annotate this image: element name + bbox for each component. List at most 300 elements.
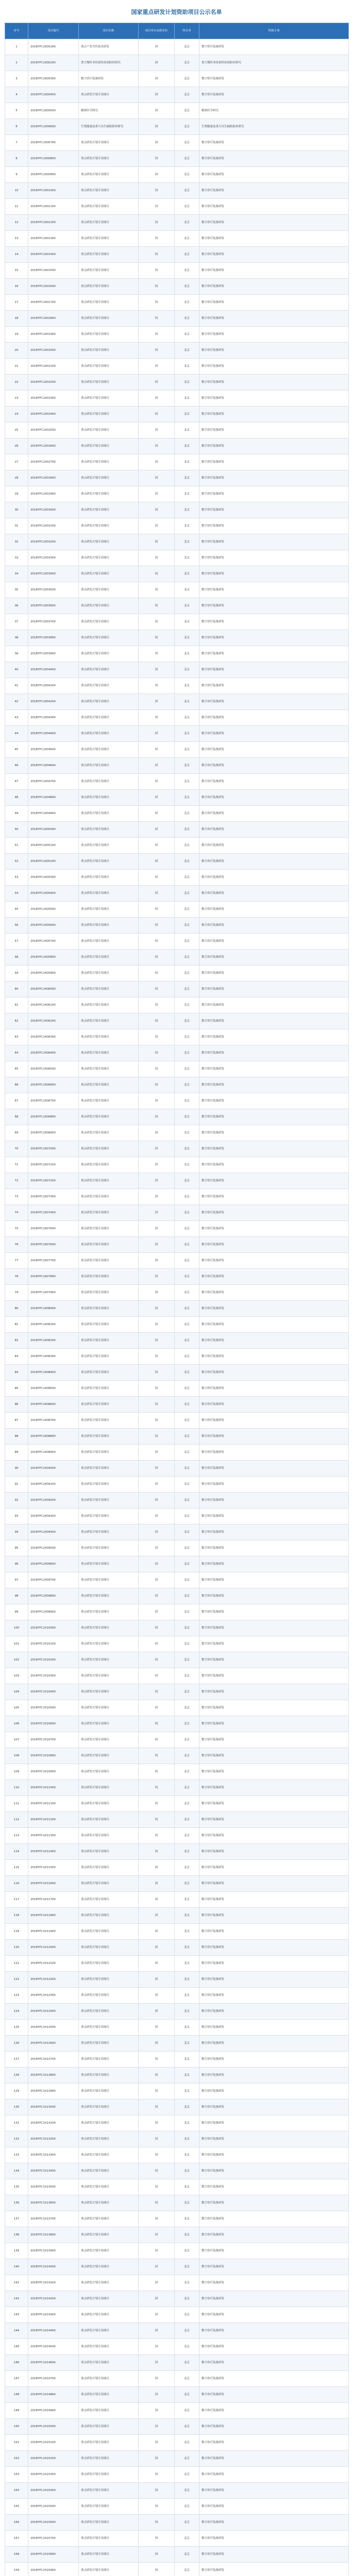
cell-no: 77 — [5, 1253, 28, 1269]
cell-unit: 国 — [139, 502, 175, 518]
cell-spec: 数字诊疗装备研发 — [199, 822, 349, 838]
cell-spec: 数字诊疗装备研发 — [199, 997, 349, 1013]
table-row — [5, 295, 349, 311]
cell-code: 2018YFC1006100 — [28, 997, 79, 1013]
table-row — [5, 2227, 349, 2243]
table-row — [5, 2020, 349, 2036]
cell-name: 重点研发计划专项项目 — [79, 2291, 139, 2307]
cell-code: 2018YFC1005300 — [28, 870, 79, 886]
cell-unit: 国 — [139, 39, 175, 55]
cell-unit: 国 — [139, 1077, 175, 1093]
cell-spec: 数字诊疗装备研发 — [199, 1189, 349, 1205]
table-row — [5, 470, 349, 486]
table-row — [5, 1684, 349, 1700]
cell-code: 2018YFC1011600 — [28, 1876, 79, 1892]
cell-unit: 国 — [139, 1253, 175, 1269]
cell-no: 116 — [5, 1876, 28, 1892]
cell-name: 重点研发计划专项项目 — [79, 630, 139, 646]
table-row — [5, 1844, 349, 1860]
cell-spec: 数字诊疗装备研发 — [199, 1796, 349, 1812]
cell-unit: 国 — [139, 2563, 175, 2576]
cell-no: 74 — [5, 1205, 28, 1221]
cell-name: 重点研发计划专项项目 — [79, 1461, 139, 1477]
cell-name: 重点研发计划专项项目 — [79, 2243, 139, 2259]
cell-no: 16 — [5, 279, 28, 295]
table-row — [5, 2563, 349, 2576]
cell-name: 重点研发计划专项项目 — [79, 2099, 139, 2115]
table-row — [5, 1061, 349, 1077]
cell-spec: 数字诊疗装备研发 — [199, 502, 349, 518]
cell-unit: 国 — [139, 2403, 175, 2419]
cell-name: 重点研发计划专项项目 — [79, 311, 139, 327]
cell-spec: 数字诊疗装备研发 — [199, 1876, 349, 1892]
cell-name: 重点研发计划专项项目 — [79, 1205, 139, 1221]
cell-code: 2018YFC1010500 — [28, 1700, 79, 1716]
table-row — [5, 1636, 349, 1652]
cell-unit: 国 — [139, 1732, 175, 1748]
cell-name: 重点研发计划专项项目 — [79, 1572, 139, 1588]
cell-prov: 北京 — [175, 2211, 199, 2227]
cell-no: 144 — [5, 2323, 28, 2339]
cell-name: 生殖健康及重大出生缺陷防控研究 — [79, 119, 139, 135]
cell-code: 2018YFC1012300 — [28, 1988, 79, 2004]
cell-no: 64 — [5, 1045, 28, 1061]
cell-name: 重点研发计划专项项目 — [79, 1924, 139, 1940]
cell-prov: 北京 — [175, 87, 199, 103]
table-row — [5, 2115, 349, 2131]
cell-spec: 数字诊疗装备研发 — [199, 950, 349, 965]
cell-prov: 北京 — [175, 215, 199, 231]
cell-spec: 数字诊疗装备研发 — [199, 1381, 349, 1397]
cell-unit: 国 — [139, 2036, 175, 2052]
cell-prov: 北京 — [175, 2403, 199, 2419]
cell-unit: 国 — [139, 1588, 175, 1604]
cell-unit: 国 — [139, 87, 175, 103]
cell-code: 2018YFC1003800 — [28, 630, 79, 646]
cell-no: 63 — [5, 1029, 28, 1045]
cell-prov: 北京 — [175, 1764, 199, 1780]
cell-unit: 国 — [139, 886, 175, 902]
table-row — [5, 614, 349, 630]
cell-name: 重点研发计划专项项目 — [79, 327, 139, 343]
cell-no: 90 — [5, 1461, 28, 1477]
cell-name: 重点研发计划专项项目 — [79, 886, 139, 902]
cell-prov: 北京 — [175, 2371, 199, 2387]
table-row — [5, 1796, 349, 1812]
cell-unit: 国 — [139, 422, 175, 438]
cell-no: 56 — [5, 918, 28, 934]
cell-no: 9 — [5, 167, 28, 183]
cell-prov: 北京 — [175, 1477, 199, 1493]
cell-prov: 北京 — [175, 1716, 199, 1732]
cell-prov: 北京 — [175, 2195, 199, 2211]
cell-code: 2018YFC1014200 — [28, 2291, 79, 2307]
cell-code: 2018YFC1015800 — [28, 2547, 79, 2563]
cell-no: 130 — [5, 2099, 28, 2115]
cell-prov: 北京 — [175, 2339, 199, 2355]
cell-code: 2018YFC1010600 — [28, 1716, 79, 1732]
cell-unit: 国 — [139, 119, 175, 135]
cell-unit: 国 — [139, 1013, 175, 1029]
cell-name: 重点研发计划专项项目 — [79, 231, 139, 247]
table-row — [5, 902, 349, 918]
cell-no: 40 — [5, 662, 28, 678]
cell-code: 2018YFC1013400 — [28, 2163, 79, 2179]
cell-prov: 北京 — [175, 997, 199, 1013]
cell-unit: 国 — [139, 1652, 175, 1668]
cell-code: 2018YFC1004400 — [28, 726, 79, 742]
cell-name: 重点研发计划专项项目 — [79, 710, 139, 726]
cell-unit: 国 — [139, 1924, 175, 1940]
cell-no: 19 — [5, 327, 28, 343]
cell-prov: 北京 — [175, 1972, 199, 1988]
cell-spec: 数字诊疗装备研发 — [199, 454, 349, 470]
cell-prov: 北京 — [175, 534, 199, 550]
cell-code: 2018YFC1002600 — [28, 438, 79, 454]
cell-no: 72 — [5, 1173, 28, 1189]
table-row — [5, 2323, 349, 2339]
cell-spec: 数字诊疗装备研发 — [199, 870, 349, 886]
cell-name: 重点研发计划专项项目 — [79, 646, 139, 662]
table-row — [5, 2403, 349, 2419]
cell-unit: 国 — [139, 1493, 175, 1509]
cell-no: 32 — [5, 534, 28, 550]
cell-unit: 国 — [139, 2307, 175, 2323]
cell-no: 97 — [5, 1572, 28, 1588]
table-row — [5, 327, 349, 343]
cell-no: 34 — [5, 566, 28, 582]
cell-code: 2018YFC1002900 — [28, 486, 79, 502]
cell-code: 2018YFC1008800 — [28, 1429, 79, 1445]
cell-unit: 国 — [139, 2227, 175, 2243]
table-row — [5, 1732, 349, 1748]
table-row — [5, 1349, 349, 1365]
cell-no: 112 — [5, 1812, 28, 1828]
table-row — [5, 1189, 349, 1205]
cell-code: 2018YFC1001300 — [28, 231, 79, 247]
table-row — [5, 1540, 349, 1556]
cell-name: 重点研发计划专项项目 — [79, 694, 139, 710]
cell-code: 2018YFC1006000 — [28, 981, 79, 997]
cell-prov: 北京 — [175, 822, 199, 838]
cell-unit: 国 — [139, 183, 175, 199]
table-row — [5, 1828, 349, 1844]
cell-unit: 国 — [139, 2339, 175, 2355]
cell-name: 重点研发计划专项项目 — [79, 1013, 139, 1029]
cell-code: 2018YFC1012700 — [28, 2052, 79, 2067]
cell-no: 114 — [5, 1844, 28, 1860]
cell-no: 125 — [5, 2020, 28, 2036]
cell-prov: 北京 — [175, 183, 199, 199]
cell-prov: 北京 — [175, 1924, 199, 1940]
cell-no: 81 — [5, 1317, 28, 1333]
cell-unit: 国 — [139, 1365, 175, 1381]
cell-unit: 国 — [139, 1796, 175, 1812]
table-row — [5, 1556, 349, 1572]
cell-prov: 北京 — [175, 2259, 199, 2275]
cell-name: 重点研发计划专项项目 — [79, 2211, 139, 2227]
cell-name: 重点研发计划专项项目 — [79, 902, 139, 918]
table-row — [5, 1524, 349, 1540]
cell-unit: 国 — [139, 1029, 175, 1045]
cell-name: 重点研发计划专项项目 — [79, 2435, 139, 2451]
cell-spec: 数字诊疗装备研发 — [199, 582, 349, 598]
cell-no: 35 — [5, 582, 28, 598]
table-row — [5, 1013, 349, 1029]
cell-code: 2018YFC1004300 — [28, 710, 79, 726]
cell-unit: 国 — [139, 1956, 175, 1972]
table-row — [5, 486, 349, 502]
cell-spec: 数字诊疗装备研发 — [199, 726, 349, 742]
cell-no: 2 — [5, 55, 28, 71]
cell-unit: 国 — [139, 103, 175, 119]
cell-name: 重点研发计划专项项目 — [79, 806, 139, 822]
column-header: 项目名称 — [79, 23, 139, 39]
cell-prov: 北京 — [175, 1333, 199, 1349]
cell-code: 2018YFC1003000 — [28, 502, 79, 518]
cell-unit: 国 — [139, 854, 175, 870]
table-row — [5, 1317, 349, 1333]
table-row — [5, 151, 349, 167]
cell-no: 57 — [5, 934, 28, 950]
cell-code: 2018YFC1009600 — [28, 1556, 79, 1572]
cell-prov: 北京 — [175, 2435, 199, 2451]
cell-prov: 北京 — [175, 1317, 199, 1333]
cell-code: 2018YFC1013700 — [28, 2211, 79, 2227]
cell-code: 2018YFC1006700 — [28, 1093, 79, 1109]
cell-spec: 数字诊疗装备研发 — [199, 1652, 349, 1668]
table-row — [5, 279, 349, 295]
table-row — [5, 2531, 349, 2547]
cell-code: 2018YFC1005500 — [28, 902, 79, 918]
table-row — [5, 1588, 349, 1604]
cell-name: 重点研发计划专项项目 — [79, 566, 139, 582]
cell-unit: 国 — [139, 1157, 175, 1173]
cell-no: 13 — [5, 231, 28, 247]
cell-name: 重点研发计划专项项目 — [79, 550, 139, 566]
cell-prov: 北京 — [175, 662, 199, 678]
table-row — [5, 2195, 349, 2211]
cell-code: 2018YFC1009000 — [28, 1461, 79, 1477]
cell-spec: 数字诊疗装备研发 — [199, 2211, 349, 2227]
cell-unit: 国 — [139, 997, 175, 1013]
cell-spec: 数字诊疗装备研发 — [199, 1524, 349, 1540]
cell-name: 重点研发计划专项项目 — [79, 1652, 139, 1668]
table-row — [5, 1237, 349, 1253]
cell-spec: 数字诊疗装备研发 — [199, 2115, 349, 2131]
cell-no: 8 — [5, 151, 28, 167]
cell-name: 重点研发计划专项项目 — [79, 438, 139, 454]
cell-no: 58 — [5, 950, 28, 965]
cell-no: 121 — [5, 1956, 28, 1972]
cell-no: 96 — [5, 1556, 28, 1572]
cell-prov: 北京 — [175, 167, 199, 183]
table-header-row — [5, 23, 349, 39]
cell-name: 重点研发计划专项项目 — [79, 838, 139, 854]
cell-name: 重点研发计划专项项目 — [79, 199, 139, 215]
table-row — [5, 2435, 349, 2451]
cell-code: 2018YFC1010000 — [28, 1620, 79, 1636]
table-row — [5, 1125, 349, 1141]
cell-name: 重点研发计划专项项目 — [79, 2483, 139, 2499]
cell-unit: 国 — [139, 486, 175, 502]
table-row — [5, 1892, 349, 1908]
table-row — [5, 1301, 349, 1317]
cell-prov: 北京 — [175, 2291, 199, 2307]
cell-unit: 国 — [139, 965, 175, 981]
cell-name: 重点研发计划专项项目 — [79, 614, 139, 630]
table-row — [5, 2036, 349, 2052]
cell-no: 82 — [5, 1333, 28, 1349]
cell-unit: 国 — [139, 1828, 175, 1844]
cell-unit: 国 — [139, 981, 175, 997]
cell-prov: 北京 — [175, 902, 199, 918]
cell-name: 重点研发计划专项项目 — [79, 934, 139, 950]
cell-unit: 国 — [139, 406, 175, 422]
cell-prov: 北京 — [175, 1620, 199, 1636]
cell-no: 104 — [5, 1684, 28, 1700]
cell-name: 重点研发计划专项项目 — [79, 1668, 139, 1684]
cell-spec: 数字诊疗装备研发 — [199, 1764, 349, 1780]
cell-prov: 北京 — [175, 950, 199, 965]
cell-code: 2018YFC1004200 — [28, 694, 79, 710]
cell-no: 140 — [5, 2259, 28, 2275]
cell-unit: 国 — [139, 1173, 175, 1189]
cell-name: 重点研发计划专项项目 — [79, 2451, 139, 2467]
cell-spec: 数字诊疗装备研发 — [199, 2131, 349, 2147]
table-row — [5, 806, 349, 822]
cell-no: 59 — [5, 965, 28, 981]
cell-unit: 国 — [139, 1908, 175, 1924]
cell-no: 61 — [5, 997, 28, 1013]
table-row — [5, 694, 349, 710]
table-row — [5, 1381, 349, 1397]
cell-prov: 北京 — [175, 103, 199, 119]
cell-prov: 北京 — [175, 375, 199, 391]
cell-code: 2018YFC1002700 — [28, 454, 79, 470]
cell-spec: 数字诊疗装备研发 — [199, 1125, 349, 1141]
cell-spec: 数字诊疗装备研发 — [199, 343, 349, 359]
cell-prov: 北京 — [175, 1844, 199, 1860]
cell-name: 重点研发计划专项项目 — [79, 1716, 139, 1732]
cell-code: 2018YFC1000800 — [28, 151, 79, 167]
cell-prov: 北京 — [175, 2004, 199, 2020]
cell-unit: 国 — [139, 1668, 175, 1684]
cell-spec: 数字诊疗装备研发 — [199, 1956, 349, 1972]
cell-no: 71 — [5, 1157, 28, 1173]
cell-prov: 北京 — [175, 806, 199, 822]
cell-prov: 北京 — [175, 518, 199, 534]
cell-spec: 数字诊疗装备研发 — [199, 550, 349, 566]
cell-prov: 北京 — [175, 422, 199, 438]
cell-no: 138 — [5, 2227, 28, 2243]
cell-spec: 数字诊疗装备研发 — [199, 774, 349, 790]
cell-spec: 数字诊疗装备研发 — [199, 1253, 349, 1269]
cell-spec: 数字诊疗装备研发 — [199, 2275, 349, 2291]
cell-prov: 北京 — [175, 2451, 199, 2467]
cell-unit: 国 — [139, 1045, 175, 1061]
cell-unit: 国 — [139, 1413, 175, 1429]
cell-code: 2018YFC1005000 — [28, 822, 79, 838]
cell-prov: 北京 — [175, 2275, 199, 2291]
cell-spec: 数字诊疗装备研发 — [199, 934, 349, 950]
cell-no: 98 — [5, 1588, 28, 1604]
cell-unit: 国 — [139, 2020, 175, 2036]
table-row — [5, 1413, 349, 1429]
cell-prov: 北京 — [175, 774, 199, 790]
cell-name: 重点研发计划专项项目 — [79, 2531, 139, 2547]
cell-no: 134 — [5, 2163, 28, 2179]
cell-spec: 重大慢性非传染性疾病防控研究 — [199, 55, 349, 71]
table-row — [5, 965, 349, 981]
cell-no: 139 — [5, 2243, 28, 2259]
cell-name: 重点研发计划专项项目 — [79, 1365, 139, 1381]
table-row — [5, 1285, 349, 1301]
cell-spec: 数字诊疗装备研发 — [199, 2451, 349, 2467]
cell-prov: 北京 — [175, 1205, 199, 1221]
cell-unit: 国 — [139, 614, 175, 630]
column-header: 序号 — [5, 23, 28, 39]
table-row — [5, 534, 349, 550]
cell-prov: 北京 — [175, 1365, 199, 1381]
cell-prov: 北京 — [175, 39, 199, 55]
cell-unit: 国 — [139, 470, 175, 486]
cell-spec: 数字诊疗装备研发 — [199, 1636, 349, 1652]
cell-prov: 北京 — [175, 918, 199, 934]
table-row — [5, 1764, 349, 1780]
cell-prov: 北京 — [175, 1045, 199, 1061]
cell-code: 2018YFC1009800 — [28, 1588, 79, 1604]
table-row — [5, 934, 349, 950]
cell-unit: 国 — [139, 742, 175, 758]
cell-unit: 国 — [139, 1764, 175, 1780]
cell-name: 重点研发计划专项项目 — [79, 790, 139, 806]
cell-code: 2018YFC1015000 — [28, 2419, 79, 2435]
cell-code: 2018YFC1000600 — [28, 119, 79, 135]
cell-name: 重点研发计划专项项目 — [79, 151, 139, 167]
column-header: 所属专项 — [199, 23, 349, 39]
cell-prov: 北京 — [175, 231, 199, 247]
cell-no: 46 — [5, 758, 28, 774]
cell-no: 6 — [5, 119, 28, 135]
cell-code: 2018YFC1004000 — [28, 662, 79, 678]
cell-spec: 数字诊疗装备研发 — [199, 630, 349, 646]
cell-spec: 数字诊疗装备研发 — [199, 311, 349, 327]
cell-spec: 数字诊疗装备研发 — [199, 2163, 349, 2179]
table-row — [5, 2163, 349, 2179]
table-row — [5, 518, 349, 534]
cell-name: 重点研发计划专项项目 — [79, 422, 139, 438]
cell-code: 2018YFC1011100 — [28, 1796, 79, 1812]
cell-spec: 数字诊疗装备研发 — [199, 1540, 349, 1556]
cell-name: 重点研发计划专项项目 — [79, 1269, 139, 1285]
cell-code: 2018YFC1004900 — [28, 806, 79, 822]
cell-prov: 北京 — [175, 934, 199, 950]
cell-prov: 北京 — [175, 2115, 199, 2131]
cell-prov: 北京 — [175, 726, 199, 742]
cell-name: 重点研发计划专项项目 — [79, 2403, 139, 2419]
cell-code: 2018YFC1013300 — [28, 2147, 79, 2163]
table-row — [5, 1572, 349, 1588]
cell-spec: 数字诊疗装备研发 — [199, 2547, 349, 2563]
table-row — [5, 454, 349, 470]
cell-spec: 数字诊疗装备研发 — [199, 438, 349, 454]
cell-code: 2018YFC1009200 — [28, 1493, 79, 1509]
cell-prov: 北京 — [175, 1876, 199, 1892]
table-row — [5, 1029, 349, 1045]
cell-code: 2018YFC1009900 — [28, 1604, 79, 1620]
cell-unit: 国 — [139, 902, 175, 918]
